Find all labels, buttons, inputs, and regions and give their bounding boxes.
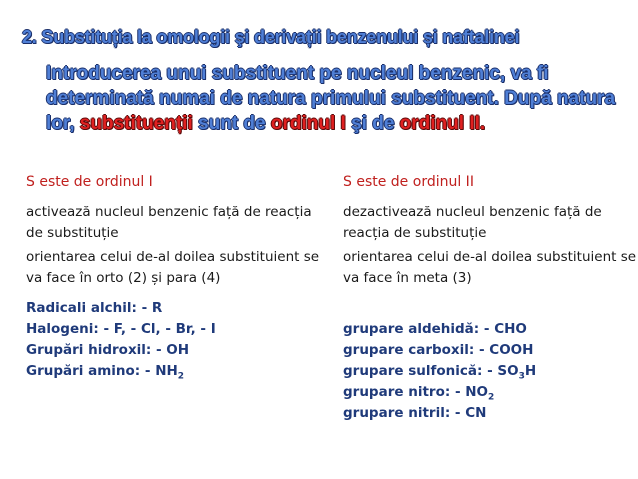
order-1-group-amino-text: Grupări amino: - NH — [26, 363, 178, 379]
intro-text-3: şi de — [345, 113, 400, 134]
order-2-group-aldehyde — [343, 319, 638, 340]
order-1-group-amino — [26, 361, 321, 382]
column-order-2 — [343, 172, 638, 424]
intro-ordinul-1: ordinul I — [270, 113, 346, 134]
order-2-activation: dezactivează nucleul benzenic față de reacția de substituție — [343, 204, 602, 241]
order-2-orientation: orientarea celui de-al doilea substituient se va face în meta (3) — [343, 249, 637, 286]
order-2-group-sulfonic-tail: H — [524, 363, 537, 379]
order-1-group-hydroxyl-text: Grupări hidroxil: - OH — [26, 342, 190, 358]
order-2-group-aldehyde-text: grupare aldehidă: - CHO — [343, 321, 527, 337]
order-2-group-carboxyl-text: grupare carboxil: - COOH — [343, 342, 534, 358]
order-1-group-halogen — [26, 319, 321, 340]
column-order-1 — [26, 172, 321, 382]
order-1-group-alkyl-text: Radicali alchil: - R — [26, 300, 163, 316]
slide-title: 2. Substituția la omologii şi derivații benzenului și naftalinei — [22, 27, 520, 47]
order-1-activation: activează nucleul benzenic față de reacția de substituție — [26, 204, 312, 241]
intro-paragraph — [46, 61, 616, 136]
order-1-group-alkyl — [26, 298, 321, 319]
intro-text-1: Introducerea unui substituent pe nucleul benzenic, va fi determinată numai de natura primului substituent. După natura lor, — [46, 63, 616, 134]
order-2-group-sulfonic — [343, 361, 638, 382]
order-2-group-nitro-text: grupare nitro: - NO — [343, 384, 489, 400]
order-2-group-carboxyl — [343, 340, 638, 361]
order-2-group-sulfonic-sub: 3 — [518, 371, 525, 382]
order-2-heading: S este de ordinul II — [343, 174, 474, 190]
order-2-group-nitrile-text: grupare nitril: - CN — [343, 405, 487, 421]
order-2-group-sulfonic-text: grupare sulfonică: - SO — [343, 363, 519, 379]
intro-text-2: sunt de — [192, 113, 271, 134]
order-1-orientation: orientarea celui de-al doilea substituient se va face în orto (2) și para (4) — [26, 249, 320, 286]
intro-substituentii: substituenții — [79, 113, 193, 134]
order-2-group-nitrile — [343, 403, 638, 424]
order-2-group-nitro-sub: 2 — [488, 392, 495, 403]
order-1-heading: S este de ordinul I — [26, 174, 153, 190]
order-1-group-amino-sub: 2 — [177, 371, 185, 382]
order-2-group-nitro — [343, 382, 638, 403]
order-1-group-hydroxyl — [26, 340, 321, 361]
intro-ordinul-2: ordinul II. — [399, 113, 486, 134]
order-1-group-halogen-text: Halogeni: - F, - Cl, - Br, - I — [26, 321, 216, 337]
